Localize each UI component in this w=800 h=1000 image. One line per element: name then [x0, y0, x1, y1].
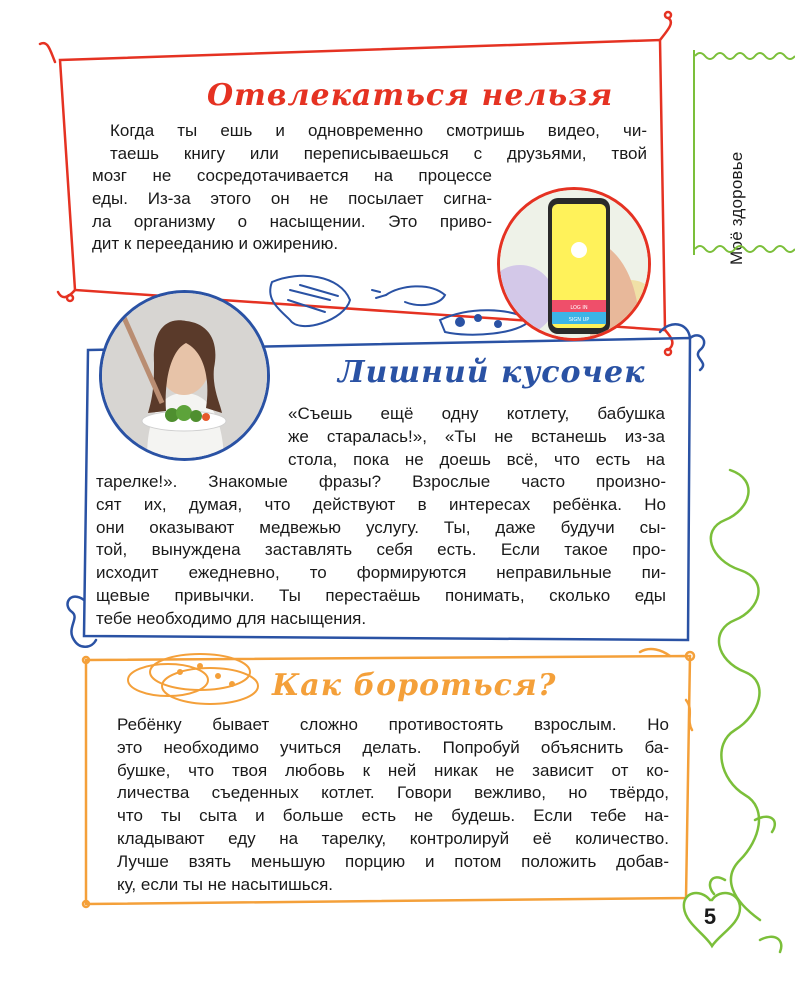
text-line: кладывают еду на тарелку, контролируй её количество. — [117, 828, 669, 848]
text-line: ла организму о насыщении. Это приво- — [92, 211, 492, 231]
section-heading-extra-piece: Лишний кусочек — [338, 355, 646, 390]
text-line: той, вынуждена заставлять себя есть. Если такое про- — [96, 540, 666, 560]
side-tab — [693, 50, 795, 265]
text-line: щевые привычки. Ты перестаёшь понимать, сколько еды — [96, 585, 666, 605]
text-line: Когда ты ешь и одновременно смотришь видео, чи- — [110, 121, 647, 140]
girl-with-plate-photo — [99, 290, 270, 461]
section-2-text-narrow — [270, 403, 665, 471]
page-number-badge — [680, 890, 740, 945]
text-line: тарелке!». Знакомые фразы? Взрослые часто произно- — [96, 472, 666, 491]
vine-border-top — [695, 50, 795, 62]
green-vine — [710, 470, 781, 952]
text-line: таешь книгу или переписываешься с друзьями, твой — [110, 143, 647, 163]
section-heading-distraction: Отвлекаться нельзя — [207, 78, 614, 113]
section-2-text-full — [96, 471, 666, 631]
text-line: личества съеденных котлет. Говори вежливо, но твёрдо, — [117, 783, 669, 803]
text-line: это необходимо учиться делать. Попробуй объяснить ба- — [117, 737, 669, 757]
text-line: стола, пока не доешь всё, что есть на — [288, 449, 665, 469]
section-1-text-full — [92, 120, 647, 166]
text-line: Лучше взять меньшую порцию и потом положить добав- — [117, 851, 669, 871]
phone-photo — [497, 187, 651, 341]
page-number: 5 — [703, 904, 717, 929]
text-line: «Съешь ещё одну котлету, бабушка — [288, 404, 665, 423]
text-line: что ты сыта и больше есть не будешь. Если тебе на- — [117, 806, 669, 826]
section-1-text-narrow — [92, 165, 492, 256]
side-tab-label: Моё здоровье — [727, 151, 746, 265]
text-line: еды. Из-за этого он не посылает сигна- — [92, 188, 492, 208]
vine-border-bottom — [695, 243, 795, 255]
section-heading-how-to-fight: Как бороться? — [272, 668, 557, 703]
text-line: исходит ежедневно, то формируются неправильные пи- — [96, 563, 666, 583]
section-3-text — [99, 714, 669, 896]
text-line: мозг не сосредотачивается на процессе — [92, 166, 492, 185]
phone-signup-text: SIGN UP — [568, 317, 590, 323]
text-line: сят их, думая, что действуют в интересах ребёнка. Но — [96, 494, 666, 514]
cookies-sketch — [128, 654, 258, 704]
phone-login-text: LOG IN — [570, 305, 588, 311]
text-line: же старалась!», «Ты не встанешь из-за — [288, 426, 665, 446]
text-line: тебе необходимо для насыщения. — [96, 608, 367, 628]
text-line: дит к перееданию и ожирению. — [92, 234, 339, 254]
text-line: бушке, что твоя любовь к ней никак не зависит от ко- — [117, 760, 669, 780]
text-line: Ребёнку бывает сложно противостоять взрослым. Но — [117, 715, 669, 734]
text-line: ку, если ты не насытишься. — [117, 874, 334, 894]
text-line: они оказывают медвежью услугу. Ты, даже будучи сы- — [96, 517, 666, 537]
